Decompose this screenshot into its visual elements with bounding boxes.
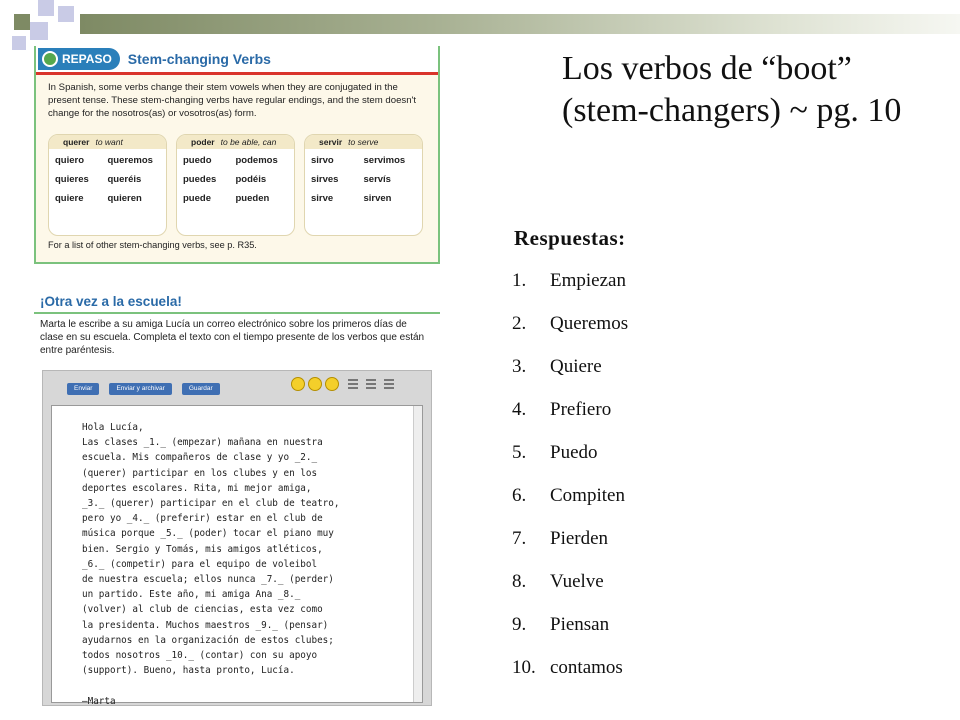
email-line: pero yo _4._ (preferir) estar en el club de [82,513,323,525]
email-toolbar [67,383,220,395]
answer-number: 1. [512,270,527,291]
answer-item [512,442,628,485]
answer-number: 10. [512,657,536,678]
email-window [42,370,432,706]
exercise-instructions: Marta le escribe a su amiga Lucía un correo electrónico sobre los primeros días de clase en su escuela. Completa el texto con el tiempo presente de los verbos que están entre paréntesis. [40,319,425,356]
exercise-title: ¡Otra vez a la escuela! [34,290,440,314]
verb-meaning: to serve [348,137,379,147]
verb-form: podéis [235,174,267,185]
repaso-title: Stem-changing Verbs [127,51,271,67]
slide-title [562,48,957,132]
answer-number: 4. [512,399,527,420]
answer-item [512,614,628,657]
verb-form: queremos [107,155,153,166]
verb-form: podemos [235,155,278,166]
repaso-badge [38,48,120,70]
email-line: Las clases _1._ (empezar) mañana en nuestra [82,437,323,449]
email-line: (querer) participar en los clubes y en los [82,467,318,479]
smiley-face-icon[interactable] [308,377,322,391]
verb-form: puedes [183,174,217,185]
align-left-icon[interactable] [348,379,358,389]
verb-infinitive: poder [191,137,215,147]
email-line: bien. Sergio y Tomás, mis amigos atléticos, [82,543,323,555]
align-right-icon[interactable] [384,379,394,389]
email-line: ayudarnos en la organización de estos clubes; [82,634,334,646]
verb-meaning: to want [95,137,123,147]
recycle-icon [42,51,58,67]
email-body[interactable] [51,405,423,707]
email-line: música porque _5._ (poder) tocar el piano muy [82,528,334,540]
verb-form: sirvo [311,155,334,166]
winking-face-icon[interactable] [291,377,305,391]
email-line: (support). Bueno, hasta pronto, Lucía. [82,665,295,677]
answer-text: Puedo [550,442,598,463]
verb-infinitive: servir [319,137,343,147]
email-line: _6._ (competir) para el equipo de voleibol [82,558,318,570]
verb-infinitive: querer [63,137,90,147]
verb-table [48,134,167,236]
answer-item [512,399,628,442]
verb-tables [48,134,423,236]
answers-heading: Respuestas: [514,226,626,250]
answer-text: contamos [550,657,623,678]
answer-number: 9. [512,614,527,635]
title-line-2: (stem-changers) ~ pg. 10 [562,92,902,129]
verb-form: quiero [55,155,85,166]
answer-item [512,270,628,313]
answer-item [512,571,628,614]
verb-form: servís [363,174,391,185]
verb-form: puedo [183,155,212,166]
email-line: _3._ (querer) participar en el club de teatro, [82,498,340,510]
verb-table [176,134,295,236]
answer-text: Compiten [550,485,625,506]
email-line: escuela. Mis compañeros de clase y yo _2._ [82,452,318,464]
verb-meaning: to be able, can [220,137,277,147]
verb-form: quiere [55,193,84,204]
answers-list [512,270,628,700]
align-center-icon[interactable] [366,379,376,389]
answer-text: Piensan [550,614,610,635]
email-line: —Marta [82,695,116,707]
verb-table-header [49,135,166,149]
answer-text: Vuelve [550,571,604,592]
email-scrollbar[interactable] [413,406,422,702]
repaso-footer: For a list of other stem-changing verbs, see p. R35. [48,240,257,250]
verb-form: sirves [311,174,339,185]
answer-item [512,485,628,528]
email-line: la presidenta. Muchos maestros _9._ (pensar) [82,619,329,631]
answer-number: 5. [512,442,527,463]
email-line: (volver) al club de ciencias, esta vez como [82,604,323,616]
verb-form: puede [183,193,211,204]
verb-form: queréis [107,174,142,185]
repaso-header [36,46,438,75]
answer-number: 8. [512,571,527,592]
header-gradient-bar [80,14,960,34]
decor-square [14,14,30,30]
answer-item [512,657,628,700]
answer-number: 3. [512,356,527,377]
verb-table-header [177,135,294,149]
email-line: deportes escolares. Rita, mi mejor amiga, [82,482,312,494]
save-button[interactable]: Guardar [182,383,220,395]
email-line [82,678,422,693]
answer-number: 2. [512,313,527,334]
verb-form: quieren [107,193,142,204]
answer-text: Pierden [550,528,609,549]
send-and-archive-button[interactable]: Enviar y archivar [109,383,171,395]
answer-item [512,356,628,399]
answer-item [512,528,628,571]
repaso-badge-label: REPASO [62,52,112,66]
email-line: Hola Lucía, [82,422,144,433]
answer-text: Queremos [550,313,629,334]
repaso-intro: In Spanish, some verbs change their stem vowels when they are conjugated in the present tense. These stem-changing verbs have regular endings, and the stem doesn't change for the nosotros(as) or vosotros(as) form. [48,82,417,119]
verb-table-header [305,135,422,149]
verb-form: sirven [363,193,392,204]
answer-text: Empiezan [550,270,626,291]
decor-square [12,36,26,50]
verb-form: quieres [55,174,89,185]
decor-square [58,6,74,22]
verb-form: pueden [235,193,270,204]
exercise-panel [34,290,440,710]
verb-table [304,134,423,236]
repaso-panel [34,46,440,264]
emoji-bar [291,377,339,391]
email-line: todos nosotros _10._ (contar) con su apoyo [82,650,318,662]
send-button[interactable]: Enviar [67,383,99,395]
decor-square [30,22,48,40]
email-line: de nuestra escuela; ellos nunca _7._ (perder) [82,574,334,586]
format-bar [348,379,394,389]
verb-form: sirve [311,193,334,204]
verb-form: servimos [363,155,406,166]
answer-text: Prefiero [550,399,612,420]
answer-number: 6. [512,485,527,506]
answer-number: 7. [512,528,527,549]
title-line-1: Los verbos de “boot” [562,50,852,87]
answer-text: Quiere [550,356,602,377]
answer-item [512,313,628,356]
sad-face-icon[interactable] [325,377,339,391]
decor-square [38,0,54,16]
email-line: un partido. Este año, mi amiga Ana _8._ [82,589,301,601]
